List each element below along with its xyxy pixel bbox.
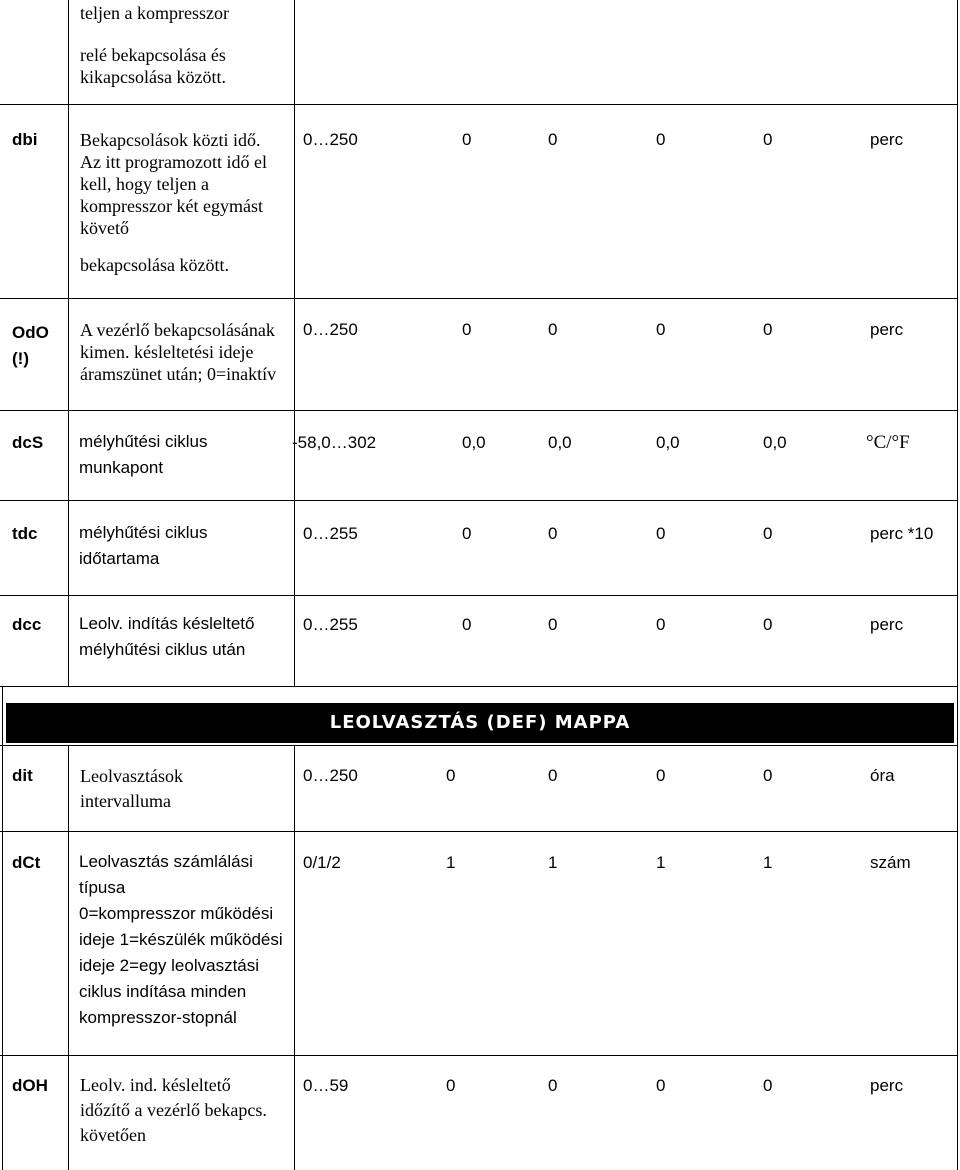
description-line: Leolvasztás számlálási: [79, 852, 253, 871]
description-line: ciklus indítása minden: [79, 982, 247, 1001]
description-line: típusa: [79, 878, 126, 897]
grid-line: [294, 0, 295, 686]
description-line: kompresszor két egymást: [80, 196, 263, 216]
default-value: 0: [446, 766, 456, 785]
default-value: 1: [446, 853, 456, 872]
description-line: időzítő a vezérlő bekapcs.: [80, 1100, 267, 1120]
default-value: 0: [548, 130, 558, 149]
row-description: [79, 611, 254, 663]
default-value: 0: [462, 320, 472, 339]
range-value: 0…250: [303, 130, 358, 149]
default-value: 0: [656, 130, 666, 149]
unit: perc: [870, 615, 904, 634]
range-value: 0…255: [303, 615, 358, 634]
default-value: 0: [763, 1076, 773, 1095]
description-line: kell, hogy teljen a: [80, 174, 209, 194]
default-value: 0: [656, 766, 666, 785]
description-line: Leolv. ind. késleltető: [80, 1075, 231, 1095]
grid-line: [0, 410, 958, 411]
row-description: [80, 1073, 267, 1148]
unit: perc *10: [870, 524, 934, 543]
default-value: 0,0: [763, 433, 787, 452]
description-line: kompresszor-stopnál: [79, 1008, 237, 1027]
grid-line: [0, 104, 958, 105]
default-value: 0: [548, 615, 558, 634]
description-line: intervalluma: [80, 791, 171, 811]
range-value: 0…255: [303, 524, 358, 543]
default-value: 0: [763, 615, 773, 634]
default-value: 0: [763, 766, 773, 785]
default-value: 0: [548, 1076, 558, 1095]
description-line: Leolvasztások: [80, 766, 183, 786]
range-value: 0/1/2: [303, 853, 341, 872]
grid-line: [0, 298, 958, 299]
default-value: 0: [462, 130, 472, 149]
row-description: [79, 849, 283, 1031]
parameter-code: dcc: [12, 615, 42, 634]
unit: perc: [870, 1076, 904, 1095]
default-value: 0: [462, 615, 472, 634]
description-line: kikapcsolása között.: [80, 67, 226, 87]
description-line: 0=kompresszor működési: [79, 904, 274, 923]
parameter-code: dCt: [12, 853, 41, 872]
grid-line: [0, 831, 958, 832]
section-header-defrost: LEOLVASZTÁS (DEF) MAPPA: [6, 703, 954, 743]
grid-line: [0, 686, 958, 687]
parameter-code: tdc: [12, 524, 38, 543]
description-line: követően: [80, 1125, 146, 1145]
description-line: Bekapcsolások közti idő.: [80, 130, 261, 150]
default-value: 1: [763, 853, 773, 872]
default-value: 0: [446, 1076, 456, 1095]
parameter-code: dcS: [12, 433, 44, 452]
row-description: [79, 429, 208, 481]
grid-line: [2, 686, 3, 1170]
grid-line: [957, 0, 958, 1170]
grid-line: [294, 745, 295, 1170]
row-description: [80, 319, 276, 385]
default-value: 0: [656, 615, 666, 634]
description-line: követő: [80, 218, 129, 238]
code-line: (!): [12, 349, 29, 368]
description-line: ideje 2=egy leolvasztási: [79, 956, 260, 975]
description-line: A vezérlő bekapcsolásának: [80, 320, 275, 340]
row-description: [80, 129, 267, 276]
description-line: relé bekapcsolása és: [80, 45, 226, 65]
description-line: teljen a kompresszor: [80, 3, 229, 23]
default-value: 1: [656, 853, 666, 872]
default-value: 0: [656, 524, 666, 543]
unit: perc: [870, 320, 904, 339]
default-value: 0: [548, 320, 558, 339]
range-value: -58,0…302: [292, 433, 377, 452]
parameter-code: dbi: [12, 130, 38, 149]
range-value: 0…250: [303, 766, 358, 785]
description-line: Az itt programozott idő el: [80, 152, 267, 172]
default-value: 0: [548, 524, 558, 543]
unit: óra: [870, 766, 895, 785]
grid-line: [0, 745, 958, 746]
default-value: 0: [462, 524, 472, 543]
row-description: [80, 2, 229, 88]
grid-line: [0, 595, 958, 596]
default-value: 0: [656, 320, 666, 339]
default-value: 0: [548, 766, 558, 785]
description-line: ideje 1=készülék működési: [79, 930, 283, 949]
default-value: 0: [763, 524, 773, 543]
description-line: mélyhűtési ciklus: [79, 523, 208, 542]
description-line: kimen. késleltetési ideje: [80, 342, 254, 362]
default-value: 0,0: [462, 433, 486, 452]
row-description: [80, 764, 183, 814]
range-value: 0…59: [303, 1076, 349, 1095]
description-line: időtartama: [79, 549, 160, 568]
range-value: 0…250: [303, 320, 358, 339]
code-line: OdO: [12, 323, 49, 342]
default-value: 0: [763, 320, 773, 339]
description-line: bekapcsolása között.: [80, 255, 229, 275]
description-line: áramszünet után; 0=inaktív: [80, 364, 277, 384]
default-value: 0,0: [548, 433, 572, 452]
parameter-code: dit: [12, 766, 33, 785]
default-value: 0: [656, 1076, 666, 1095]
default-value: 1: [548, 853, 558, 872]
description-line: Leolv. indítás késleltető: [79, 614, 255, 633]
description-line: mélyhűtési ciklus: [79, 432, 208, 451]
description-line: munkapont: [79, 458, 164, 477]
description-line: mélyhűtési ciklus után: [79, 640, 246, 659]
default-value: 0: [763, 130, 773, 149]
grid-line: [68, 745, 69, 1170]
parameter-code: [12, 320, 49, 372]
unit: °C/°F: [866, 432, 910, 453]
unit: szám: [870, 853, 911, 872]
default-value: 0,0: [656, 433, 680, 452]
row-description: [79, 520, 208, 572]
parameter-code: dOH: [12, 1076, 48, 1095]
unit: perc: [870, 130, 904, 149]
grid-line: [68, 0, 69, 686]
grid-line: [0, 500, 958, 501]
grid-line: [0, 1055, 958, 1056]
